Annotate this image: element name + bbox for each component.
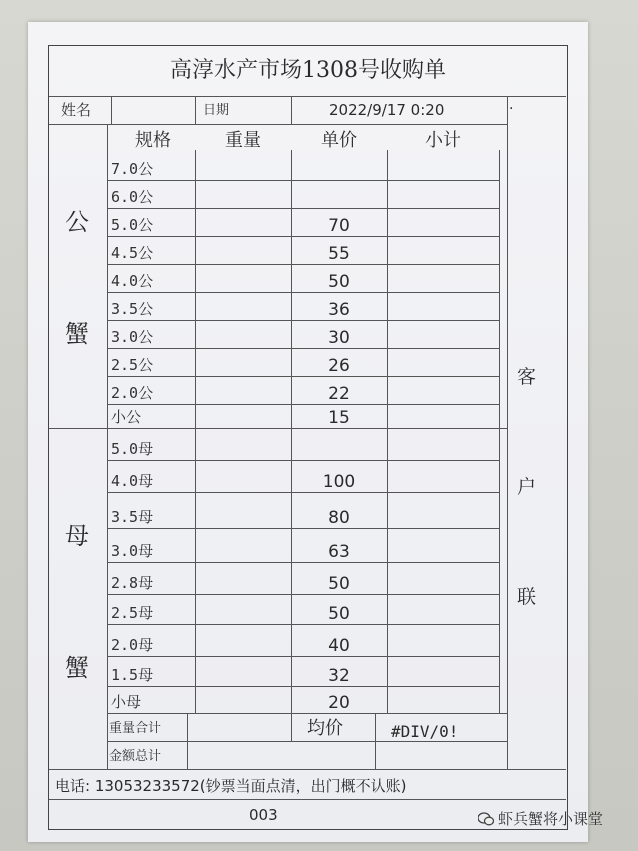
row-unit-price: 50 bbox=[328, 574, 350, 594]
row-unit-price: 36 bbox=[328, 300, 350, 320]
row-spec: 3.0公 bbox=[111, 328, 154, 346]
purchase-form bbox=[48, 45, 568, 830]
side-label-2: 户 bbox=[517, 476, 537, 498]
row-spec: 4.0母 bbox=[111, 472, 154, 490]
row-spec: 6.0公 bbox=[111, 188, 154, 206]
weight-total-label: 重量合计 bbox=[109, 721, 162, 736]
watermark-text: 虾兵蟹将小课堂 bbox=[498, 810, 604, 828]
row-spec: 3.0母 bbox=[111, 542, 154, 560]
female-label-bottom: 蟹 bbox=[65, 654, 89, 682]
side-column-divider bbox=[507, 96, 508, 769]
row-spec: 3.5公 bbox=[111, 300, 154, 318]
row-spec: 4.0公 bbox=[111, 272, 154, 290]
date-value: 2022/9/17 0:20 bbox=[329, 101, 445, 119]
row-unit-price: 55 bbox=[328, 244, 350, 264]
row-unit-price: 22 bbox=[328, 384, 350, 404]
side-label-1: 客 bbox=[517, 366, 537, 388]
amount-total-label: 金额总计 bbox=[109, 749, 162, 764]
wechat-icon bbox=[478, 812, 494, 826]
female-label-top: 母 bbox=[65, 522, 89, 550]
row-unit-price: 63 bbox=[328, 542, 350, 562]
title-divider bbox=[49, 96, 566, 97]
avg-price-value: #DIV/0! bbox=[391, 722, 459, 741]
row-unit-price: 70 bbox=[328, 216, 350, 236]
row-unit-price: 40 bbox=[328, 636, 350, 656]
col-weight-header: 重量 bbox=[225, 130, 261, 151]
row-unit-price: 100 bbox=[322, 472, 356, 492]
row-spec: 小公 bbox=[111, 408, 142, 426]
date-label: 日期 bbox=[203, 103, 230, 118]
row-spec: 小母 bbox=[111, 693, 142, 711]
row-unit-price: 30 bbox=[328, 328, 350, 348]
footer-serial: 003 bbox=[249, 806, 278, 824]
footer-phone: 电话: 13053233572(钞票当面点清，出门概不认账) bbox=[55, 777, 407, 795]
name-label: 姓名 bbox=[61, 101, 92, 119]
watermark bbox=[478, 808, 603, 829]
row-unit-price: 15 bbox=[328, 408, 350, 428]
row-unit-price: 50 bbox=[328, 272, 350, 292]
male-label-bottom: 蟹 bbox=[65, 320, 89, 348]
row-spec: 2.8母 bbox=[111, 574, 154, 592]
form-title: 高淳水产市场1308号收购单 bbox=[170, 58, 446, 83]
row-spec: 2.0公 bbox=[111, 384, 154, 402]
row-spec: 2.5公 bbox=[111, 356, 154, 374]
col-spec-header: 规格 bbox=[135, 130, 171, 151]
row-unit-price: 32 bbox=[328, 666, 350, 686]
row-unit-price: 80 bbox=[328, 508, 350, 528]
row-spec: 7.0公 bbox=[111, 160, 154, 178]
row-spec: 1.5母 bbox=[111, 666, 154, 684]
col-subtotal-header: 小计 bbox=[425, 130, 461, 151]
row-spec: 2.5母 bbox=[111, 604, 154, 622]
male-label-top: 公 bbox=[65, 208, 89, 236]
row-unit-price: 20 bbox=[328, 693, 350, 713]
side-label-3: 联 bbox=[517, 586, 537, 608]
row-unit-price: 26 bbox=[328, 356, 350, 376]
corner-mark: . bbox=[509, 97, 514, 113]
avg-price-label: 均价 bbox=[307, 718, 343, 739]
row-spec: 5.0公 bbox=[111, 216, 154, 234]
row-spec: 5.0母 bbox=[111, 440, 154, 458]
row-spec: 4.5公 bbox=[111, 244, 154, 262]
row-unit-price: 50 bbox=[328, 604, 350, 624]
row-spec: 2.0母 bbox=[111, 636, 154, 654]
col-price-header: 单价 bbox=[321, 130, 357, 151]
row-spec: 3.5母 bbox=[111, 508, 154, 526]
